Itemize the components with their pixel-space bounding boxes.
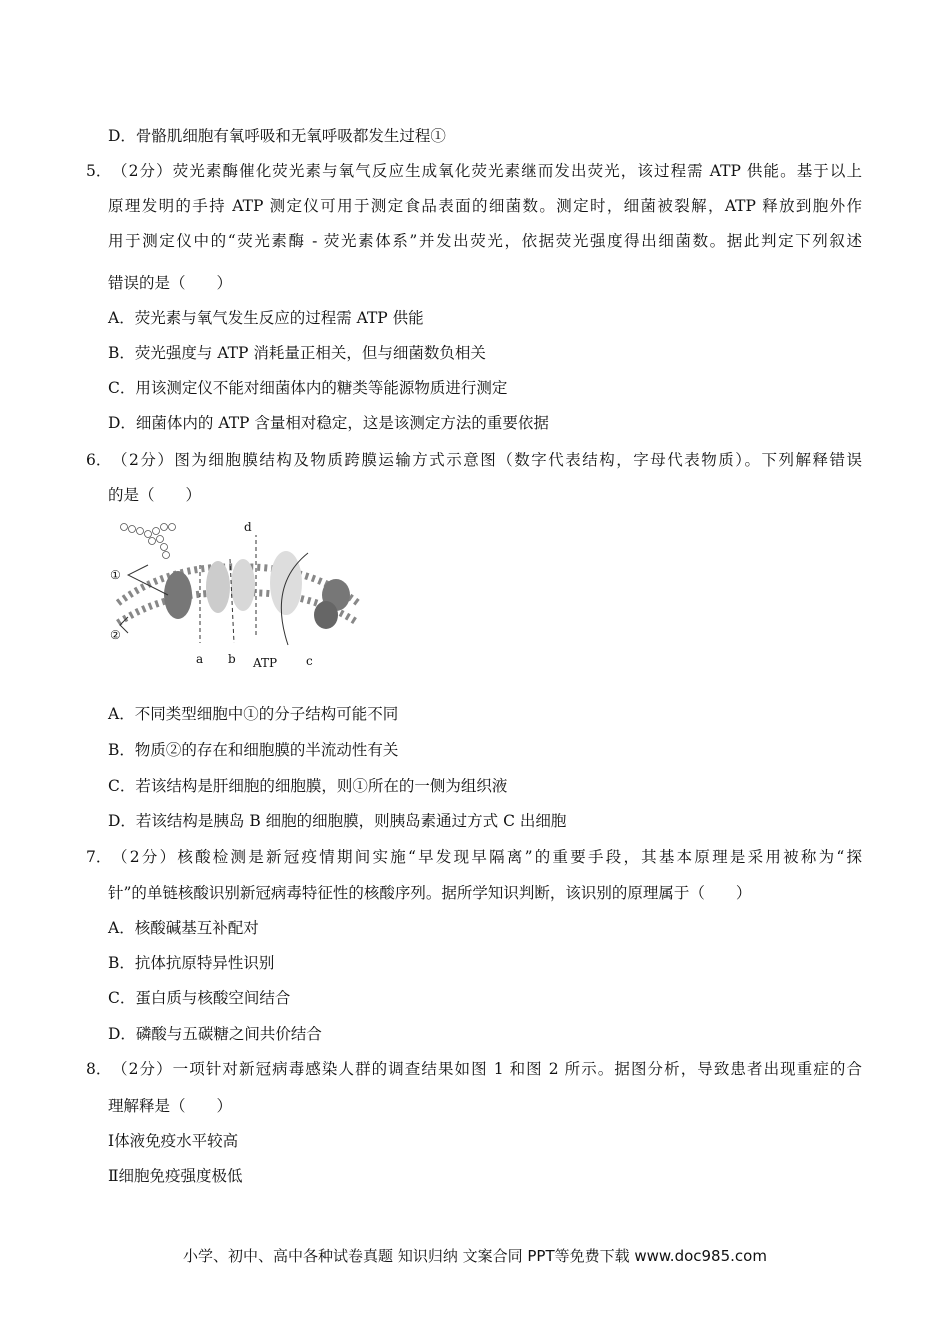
q5-option-b[interactable]: B．荧光强度与 ATP 消耗量正相关，但与细菌数负相关 — [108, 344, 486, 362]
q8-number: 8． — [86, 1060, 112, 1078]
q7-option-c[interactable]: C．蛋白质与核酸空间结合 — [108, 989, 291, 1007]
q6-stem-line: 的是（ ） — [108, 486, 202, 504]
q5-option-d[interactable]: D．细菌体内的 ATP 含量相对稳定，这是该测定方法的重要依据 — [108, 414, 549, 432]
q8-statement-2: Ⅱ细胞免疫强度极低 — [108, 1167, 243, 1185]
q7-option-a[interactable]: A．核酸碱基互补配对 — [108, 919, 259, 937]
q5-stem-line: 原理发明的手持 ATP 测定仪可用于测定食品表面的细菌数。测定时，细菌被裂解，ATP 释放到胞外作 — [108, 197, 862, 215]
q8-stem-line: 理解释是（ ） — [108, 1097, 233, 1115]
label-c: c — [306, 654, 313, 668]
q5-option-c[interactable]: C．用该测定仪不能对细菌体内的糖类等能源物质进行测定 — [108, 379, 508, 397]
label-structure-1: ① — [110, 568, 121, 582]
q7-number: 7． — [86, 848, 112, 866]
page-footer: 小学、初中、高中各种试卷真题 知识归纳 文案合同 PPT等免费下载 www.doc985.com — [183, 1247, 767, 1265]
glycoprotein-chain — [121, 524, 176, 559]
q8-statement-1: Ⅰ体液免疫水平较高 — [108, 1132, 239, 1150]
q6-option-d[interactable]: D．若该结构是胰岛 B 细胞的细胞膜，则胰岛素通过方式 C 出细胞 — [108, 812, 567, 830]
q6-option-b[interactable]: B．物质②的存在和细胞膜的半流动性有关 — [108, 741, 399, 759]
q8-stem-line: （2分）一项针对新冠病毒感染人群的调查结果如图 1 和图 2 所示。据图分析，导致患者出现重症的合 — [112, 1060, 862, 1078]
label-atp: ATP — [253, 656, 278, 670]
q6-option-c[interactable]: C．若该结构是肝细胞的细胞膜，则①所在的一侧为组织液 — [108, 777, 508, 795]
q4-option-d: D．骨骼肌细胞有氧呼吸和无氧呼吸都发生过程① — [108, 127, 446, 145]
q6-stem-line: （2分）图为细胞膜结构及物质跨膜运输方式示意图（数字代表结构，字母代表物质）。下列解释错误 — [112, 451, 862, 469]
q5-stem-line: 用于测定仪中的“荧光素酶 - 荧光素体系”并发出荧光，依据荧光强度得出细菌数。据此判定下列叙述 — [108, 232, 862, 250]
label-a: a — [196, 652, 204, 666]
q5-number: 5． — [86, 162, 112, 180]
label-structure-2: ② — [110, 628, 121, 642]
q7-option-b[interactable]: B．抗体抗原特异性识别 — [108, 954, 275, 972]
glycoprotein — [164, 571, 192, 619]
cell-membrane-diagram — [108, 515, 368, 675]
q6-option-a[interactable]: A．不同类型细胞中①的分子结构可能不同 — [108, 705, 399, 723]
q7-stem-line: （2分）核酸检测是新冠疫情期间实施“早发现早隔离”的重要手段，其基本原理是采用被称为“探 — [112, 848, 862, 866]
label-d: d — [244, 520, 252, 534]
q6-number: 6． — [86, 451, 112, 469]
q5-option-a[interactable]: A．荧光素与氧气发生反应的过程需 ATP 供能 — [108, 309, 424, 327]
label-b: b — [228, 652, 236, 666]
q5-stem-line: （2分）荧光素酶催化荧光素与氧气反应生成氧化荧光素继而发出荧光，该过程需 ATP 供能。基于以上 — [112, 162, 862, 180]
q5-stem-line: 错误的是（ ） — [108, 274, 233, 292]
q7-stem-line: 针”的单链核酸识别新冠病毒特征性的核酸序列。据所学知识判断，该识别的原理属于（ ） — [108, 884, 752, 902]
q7-option-d[interactable]: D．磷酸与五碳糖之间共价结合 — [108, 1025, 322, 1043]
channel-protein — [206, 561, 230, 613]
